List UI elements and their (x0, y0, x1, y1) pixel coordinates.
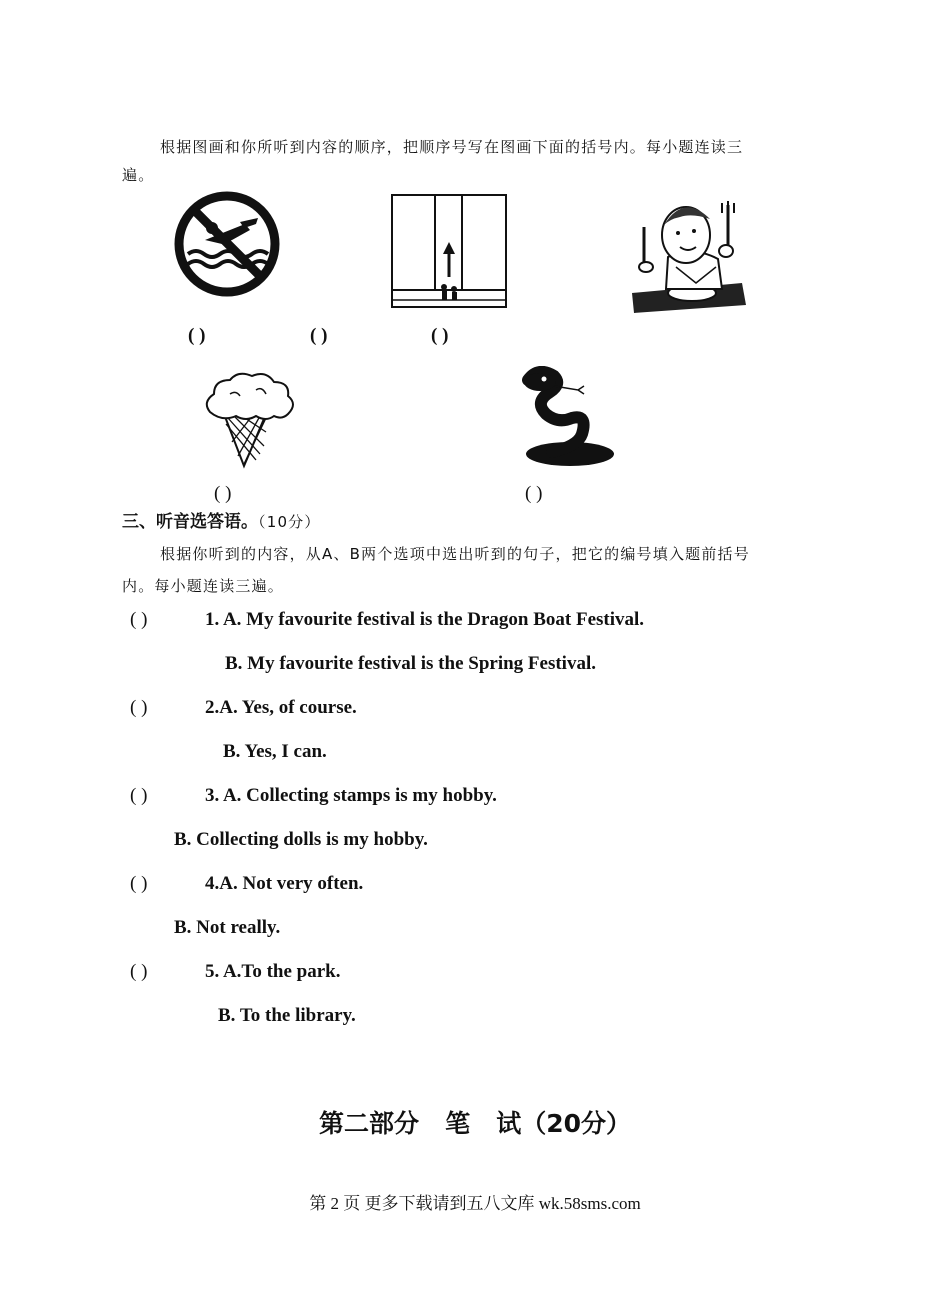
ice-cream-icon (200, 370, 300, 470)
section3-heading: 三、听音选答语。 (122, 512, 258, 532)
picture-answer-bracket-1[interactable]: ( ) (188, 325, 206, 346)
part2-title: 第二部分 笔 试（20分） (318, 1109, 631, 1138)
question-5-option-b: B. To the library. (218, 1005, 356, 1026)
question-4-option-a: 4.A. Not very often. (205, 873, 364, 894)
question-3-option-a: 3. A. Collecting stamps is my hobby. (205, 785, 497, 806)
section3-instruction-line1: 根据你听到的内容，从A、B两个选项中选出听到的句子，把它的编号填入题前括号 (160, 545, 750, 563)
boy-eating-icon (630, 195, 750, 315)
question-2-option-a: 2.A. Yes, of course. (205, 697, 357, 718)
question-2-option-b: B. Yes, I can. (223, 741, 327, 762)
question-1-option-b: B. My favourite festival is the Spring Festival. (225, 653, 596, 674)
question-4-answer-bracket[interactable]: ( ) (130, 873, 148, 894)
picture-answer-bracket-2[interactable]: ( ) (310, 325, 328, 346)
question-5-option-a: 5. A.To the park. (205, 961, 341, 982)
go-straight-sign-icon (390, 192, 510, 312)
picture-answer-bracket-3[interactable]: ( ) (431, 325, 449, 346)
question-5-answer-bracket[interactable]: ( ) (130, 961, 148, 982)
section3-instruction-line2: 内。每小题连读三遍。 (122, 577, 285, 595)
picture-answer-bracket-4[interactable]: ( ) (214, 483, 232, 504)
question-4-option-b: B. Not really. (174, 917, 281, 938)
page-footer: 第 2 页 更多下载请到五八文库 wk.58sms.com (309, 1194, 641, 1213)
question-3-option-b: B. Collecting dolls is my hobby. (174, 829, 428, 850)
section3-score: （10分） (258, 513, 321, 531)
section2-instruction-line1: 根据图画和你所听到内容的顺序，把顺序号写在图画下面的括号内。每小题连读三 (160, 138, 744, 156)
section3-heading-row (122, 507, 321, 532)
picture-answer-bracket-5[interactable]: ( ) (525, 483, 543, 504)
question-2-answer-bracket[interactable]: ( ) (130, 697, 148, 718)
question-1-answer-bracket[interactable]: ( ) (130, 609, 148, 630)
snake-icon (510, 366, 620, 474)
question-3-answer-bracket[interactable]: ( ) (130, 785, 148, 806)
no-swimming-sign-icon (170, 188, 290, 303)
question-1-option-a: 1. A. My favourite festival is the Dragon Boat Festival. (205, 609, 645, 630)
section2-instruction-line2: 遍。 (122, 166, 155, 184)
